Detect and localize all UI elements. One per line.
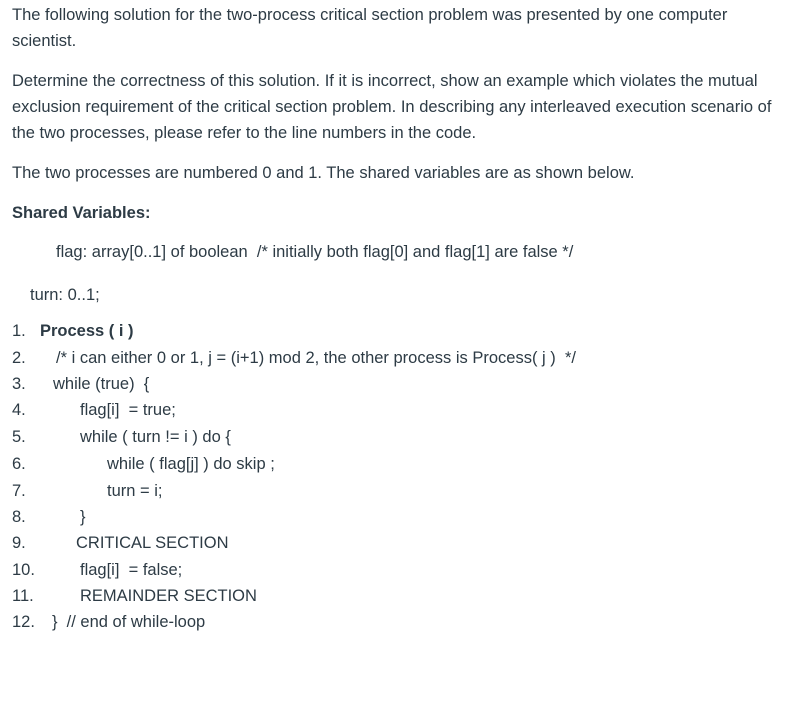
intro-paragraph-3: The two processes are numbered 0 and 1. The shared variables are as shown below. xyxy=(12,164,635,182)
code-line-6 xyxy=(12,451,275,477)
line-number: 2. xyxy=(12,349,26,367)
code-line-1 xyxy=(12,318,134,344)
code-statement: while ( turn != i ) do { xyxy=(80,428,231,446)
code-statement: while (true) { xyxy=(53,375,150,393)
line-number: 10. xyxy=(12,561,35,579)
code-line-7 xyxy=(12,478,163,504)
code-statement: while ( flag[j] ) do skip ; xyxy=(107,455,275,473)
line-number: 6. xyxy=(12,455,26,473)
code-line-9 xyxy=(12,530,229,556)
code-line-12 xyxy=(12,609,206,635)
code-comment: /* i can either 0 or 1, j = (i+1) mod 2, the other process is Process( j ) */ xyxy=(56,349,576,367)
line-number: 3. xyxy=(12,375,26,393)
code-statement: REMAINDER SECTION xyxy=(80,587,257,605)
code-line-2 xyxy=(12,345,576,371)
code-line-3 xyxy=(12,371,150,397)
code-statement: } // end of while-loop xyxy=(52,613,206,631)
code-line-8 xyxy=(12,504,86,530)
line-number: 4. xyxy=(12,401,26,419)
code-line-10 xyxy=(12,557,183,583)
line-number: 8. xyxy=(12,508,26,526)
flag-declaration: flag: array[0..1] of boolean /* initially both flag[0] and flag[1] are false */ xyxy=(56,243,574,261)
code-line-11 xyxy=(12,583,257,609)
line-number: 12. xyxy=(12,613,35,631)
code-line-5 xyxy=(12,424,231,450)
code-statement: flag[i] = false; xyxy=(80,561,183,579)
turn-declaration: turn: 0..1; xyxy=(30,286,100,304)
code-statement: } xyxy=(80,508,86,526)
intro-paragraph-2: Determine the correctness of this solution. If it is incorrect, show an example which violates the mutual exclusion requirement of the critical section problem. In describing any interleaved execution scenario of the two processes, please refer to the line numbers in the code. xyxy=(12,72,772,142)
line-number: 1. xyxy=(12,322,26,340)
process-header: Process ( i ) xyxy=(40,322,134,340)
intro-paragraph-1: The following solution for the two-process critical section problem was presented by one computer scientist. xyxy=(12,6,728,50)
line-number: 9. xyxy=(12,534,26,552)
line-number: 11. xyxy=(12,587,34,605)
line-number: 7. xyxy=(12,482,26,500)
shared-variables-heading: Shared Variables: xyxy=(12,204,151,222)
code-line-4 xyxy=(12,397,176,423)
code-statement: turn = i; xyxy=(107,482,163,500)
code-statement: CRITICAL SECTION xyxy=(76,534,229,552)
line-number: 5. xyxy=(12,428,26,446)
code-statement: flag[i] = true; xyxy=(80,401,176,419)
